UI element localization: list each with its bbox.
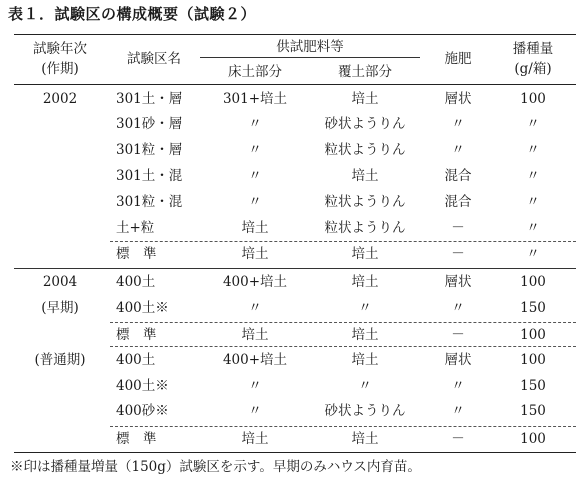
cell-fert: 層状	[444, 274, 472, 290]
cell-seed: 〃	[526, 168, 540, 184]
cell-cover: 〃	[358, 378, 372, 394]
cell-bed: 培土	[241, 246, 269, 262]
header-plot-name: 試験区名	[127, 51, 181, 67]
cell-bed: 培土	[241, 327, 269, 343]
cell-fert: －	[451, 220, 465, 236]
cell-year: 2004	[42, 274, 78, 290]
cell-cover: 培土	[351, 168, 379, 184]
header-year: 試験年次	[33, 41, 87, 57]
cell-name: 301粒・層	[116, 142, 183, 158]
cell-fert: 〃	[451, 116, 465, 132]
cell-seed: 100	[520, 327, 546, 343]
cell-bed: 培土	[241, 220, 269, 236]
cell-cover: 培土	[351, 274, 379, 290]
header-mid-rule	[200, 57, 420, 58]
cell-seed: 100	[520, 91, 546, 107]
cell-cover: 培土	[351, 246, 379, 262]
cell-cover: 〃	[358, 300, 372, 316]
cell-seed: 〃	[526, 246, 540, 262]
cell-name: 301砂・層	[116, 116, 183, 132]
table-footnote: ※印は播種量増量（150g）試験区を示す。早期のみハウス内育苗。	[10, 459, 421, 475]
cell-seed: 100	[520, 274, 546, 290]
table-top-rule	[14, 34, 576, 35]
cell-cover: 粒状ようりん	[324, 220, 406, 236]
cell-bed: 400+培土	[222, 352, 288, 368]
cell-bed: 〃	[248, 168, 262, 184]
cell-name: 400土	[116, 274, 156, 290]
cell-seed: 100	[520, 431, 546, 447]
cell-bed: 〃	[248, 116, 262, 132]
cell-bed: 培土	[241, 431, 269, 447]
year-divider-2004	[14, 268, 576, 269]
cell-cover: 粒状ようりん	[324, 194, 406, 210]
cell-name: 400土※	[116, 378, 169, 394]
header-year-sub: (作期)	[41, 61, 79, 77]
cell-seed: 150	[520, 403, 546, 419]
cell-seed: 150	[520, 300, 546, 316]
cell-fert: 層状	[444, 91, 472, 107]
cell-bed: 〃	[248, 300, 262, 316]
period-divider	[110, 346, 576, 347]
cell-bed: 〃	[248, 194, 262, 210]
cell-bed: 400+培土	[222, 274, 288, 290]
cell-seed: 150	[520, 378, 546, 394]
cell-fert: 〃	[451, 403, 465, 419]
cell-year: (早期)	[41, 300, 79, 316]
cell-name: 標 準	[116, 327, 157, 343]
cell-name: 400土※	[116, 300, 169, 316]
cell-name: 土+粒	[116, 220, 155, 236]
cell-cover: 培土	[351, 431, 379, 447]
header-bed-part: 床土部分	[228, 64, 282, 80]
cell-fert: －	[451, 327, 465, 343]
cell-name: 301粒・混	[116, 194, 183, 210]
cell-cover: 砂状ようりん	[324, 403, 406, 419]
cell-seed: 〃	[526, 142, 540, 158]
header-seeding-unit: (g/箱)	[514, 61, 552, 77]
cell-name: 400砂※	[116, 403, 169, 419]
cell-fert: 層状	[444, 352, 472, 368]
cell-year: (普通期)	[34, 352, 86, 368]
header-seeding-rate: 播種量	[512, 41, 554, 57]
cell-cover: 粒状ようりん	[324, 142, 406, 158]
cell-year: 2002	[42, 91, 78, 107]
cell-name: 400土	[116, 352, 156, 368]
cell-seed: 100	[520, 352, 546, 368]
cell-name: 標 準	[116, 246, 157, 262]
cell-fert: －	[451, 246, 465, 262]
cell-fert: 〃	[451, 142, 465, 158]
standard-divider-early	[110, 322, 576, 323]
header-bottom-rule	[14, 84, 576, 85]
cell-cover: 培土	[351, 91, 379, 107]
cell-bed: 〃	[248, 378, 262, 394]
cell-fert: 混合	[444, 194, 472, 210]
cell-fert: －	[451, 431, 465, 447]
cell-name: 301土・層	[116, 91, 183, 107]
cell-bed: 〃	[248, 403, 262, 419]
cell-name: 301土・混	[116, 168, 183, 184]
cell-seed: 〃	[526, 116, 540, 132]
cell-fert: 〃	[451, 300, 465, 316]
cell-fert: 〃	[451, 378, 465, 394]
cell-cover: 培土	[351, 352, 379, 368]
cell-bed: 301+培土	[222, 91, 288, 107]
standard-divider-2002	[110, 241, 576, 242]
table-bottom-rule	[14, 452, 576, 453]
cell-fert: 混合	[444, 168, 472, 184]
table-title: 表１．試験区の構成概要（試験２）	[8, 5, 257, 23]
cell-seed: 〃	[526, 220, 540, 236]
header-fertilization: 施肥	[444, 51, 472, 67]
cell-seed: 〃	[526, 194, 540, 210]
header-material: 供試肥料等	[276, 39, 344, 55]
cell-cover: 砂状ようりん	[324, 116, 406, 132]
cell-cover: 培土	[351, 327, 379, 343]
cell-name: 標 準	[116, 431, 157, 447]
header-cover-part: 覆土部分	[338, 64, 392, 80]
standard-divider-normal	[110, 426, 576, 427]
cell-bed: 〃	[248, 142, 262, 158]
